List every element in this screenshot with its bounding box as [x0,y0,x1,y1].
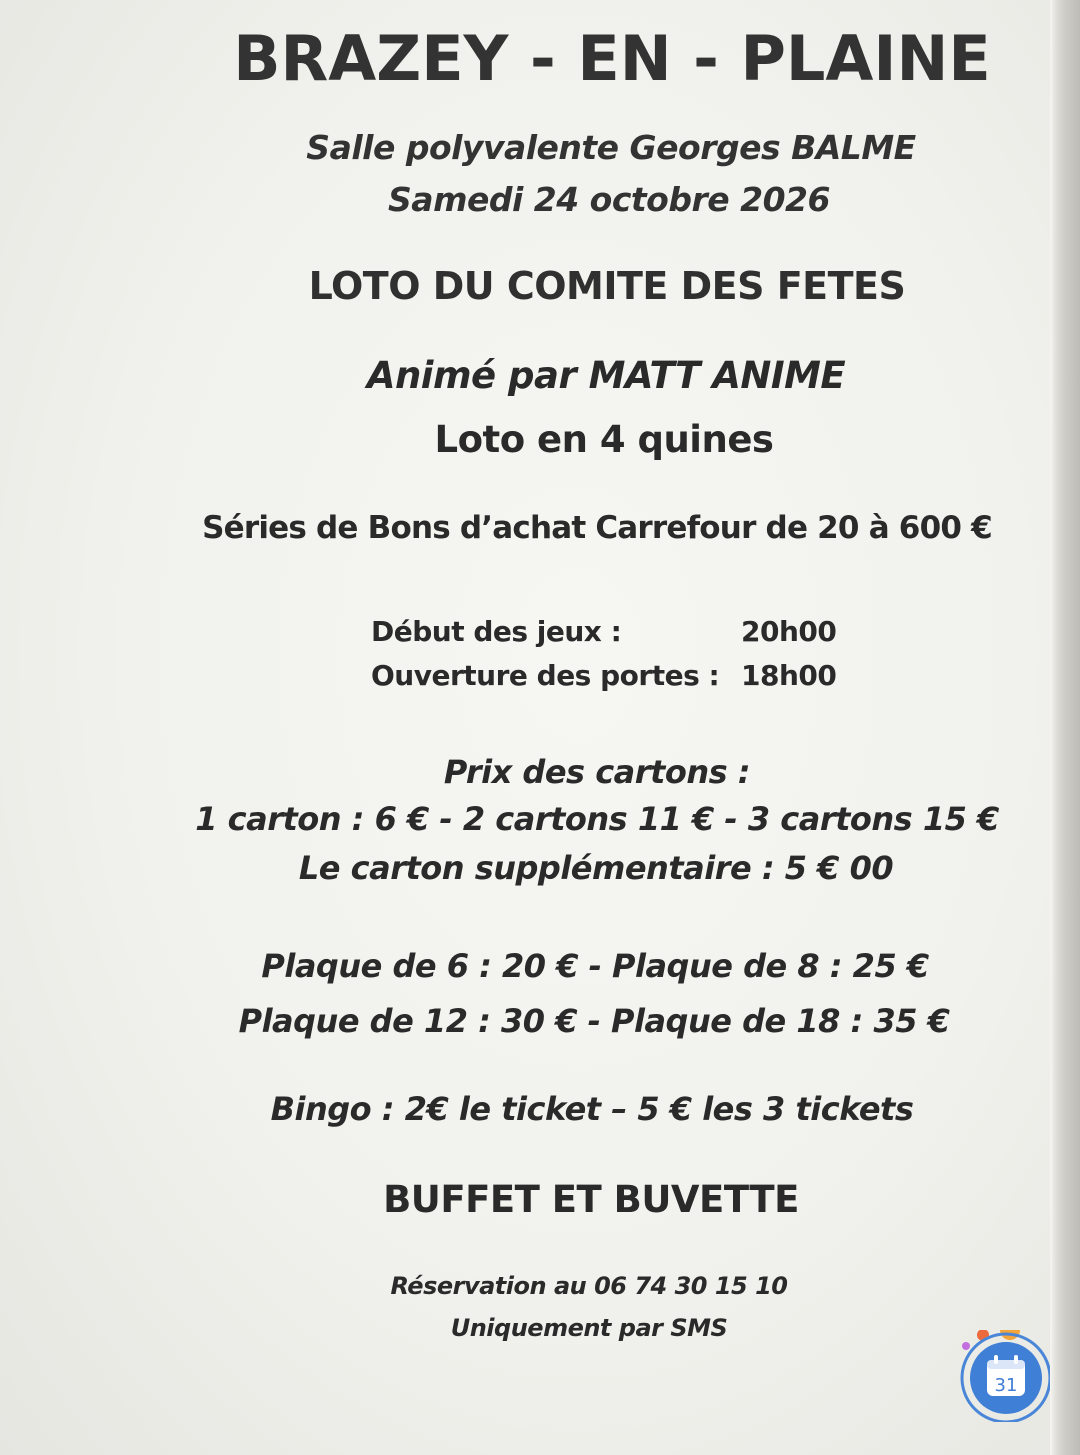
cards-prices: 1 carton : 6 € - 2 cartons 11 € - 3 cartons 15 € [195,800,999,838]
poster-title: BRAZEY - EN - PLAINE [233,22,991,95]
bingo-text: Bingo : 2€ le ticket – 5 € les 3 tickets [270,1090,914,1128]
reservation-text: Réservation au 06 74 30 15 10 [390,1272,788,1300]
date-text: Samedi 24 octobre 2026 [388,180,830,219]
cards-heading: Prix des cartons : [443,753,751,791]
plaques-line-1: Plaque de 6 : 20 € - Plaque de 8 : 25 € [261,947,929,985]
schedule-time: 18h00 [741,659,837,692]
format-text: Loto en 4 quines [434,418,774,461]
event-title: LOTO DU COMITE DES FETES [308,264,906,308]
calendar-day: 31 [994,1375,1018,1396]
calendar-badge[interactable] [958,1330,1050,1422]
calendar-icon [958,1330,1050,1422]
extra-card-price: Le carton supplémentaire : 5 € 00 [298,849,894,887]
host-text: Animé par MATT ANIME [366,354,846,397]
paper-stack-edge [1049,0,1080,1455]
buffet-text: BUFFET ET BUVETTE [383,1178,799,1221]
schedule-label: Début des jeux : [371,615,622,648]
prizes-text: Séries de Bons d’achat Carrefour de 20 à 600 € [202,510,992,546]
plaques-line-2: Plaque de 12 : 30 € - Plaque de 18 : 35 € [238,1002,950,1040]
sms-only-text: Uniquement par SMS [450,1314,728,1342]
schedule-label: Ouverture des portes : [371,659,720,692]
schedule-time: 20h00 [741,615,837,648]
venue-text: Salle polyvalente Georges BALME [306,128,916,167]
